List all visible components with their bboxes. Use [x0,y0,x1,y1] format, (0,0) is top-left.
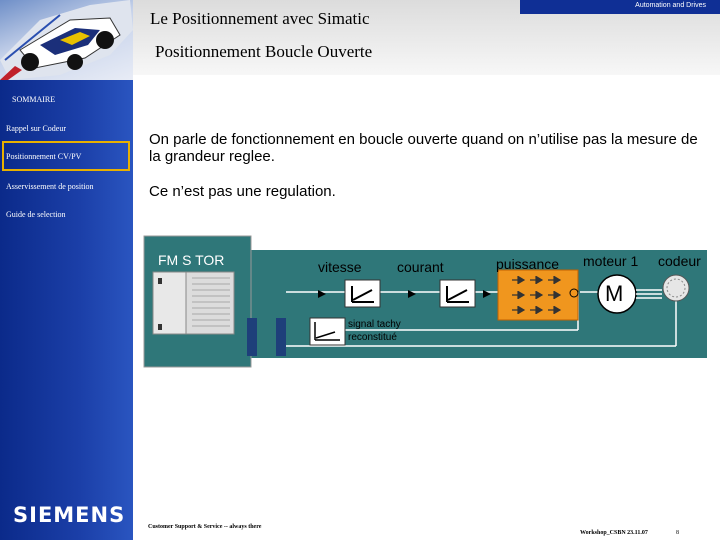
sidebar-item-asservissement[interactable]: Asservissement de position [6,182,94,191]
paragraph-regulation: Ce n’est pas une regulation. [149,183,336,200]
connector-bar-right [276,318,286,356]
page-title: Le Positionnement avec Simatic [150,9,370,28]
sidebar-item-positionnement[interactable]: Positionnement CV/PV [6,152,82,161]
sidebar-item-guide[interactable]: Guide de selection [6,210,66,219]
footer-workshop: Workshop_CSBN 23.11.07 [580,530,648,536]
sidebar-item-sommaire[interactable]: SOMMAIRE [12,95,56,104]
reconstitue-label: reconstitué [348,332,397,343]
puissance-label: puissance [496,256,560,272]
codeur-label: codeur [658,253,701,269]
fm-module-terminals [186,272,234,334]
footer-support: Customer Support & Service -- always there [148,524,262,530]
top-strip-label: Automation and Drives [635,2,706,9]
fm-module-face [153,272,186,334]
connector-bar-left [247,318,257,356]
page-number: 8 [676,530,679,536]
courant-label: courant [397,259,444,275]
siemens-logo: SIEMENS [13,503,126,527]
motor-symbol: M [605,281,624,306]
paragraph-boucle-ouverte: On parle de fonctionnement en boucle ouverte quand on n’utilise pas la mesure de la grandeur reglee. [149,131,698,165]
vitesse-label: vitesse [318,259,362,275]
moteur-label: moteur 1 [583,253,639,269]
fm-label: FM S TOR [158,252,225,268]
signal-tachy-label: signal tachy [348,319,401,330]
sidebar-item-rappel-codeur[interactable]: Rappel sur Codeur [6,124,66,133]
page-subtitle: Positionnement Boucle Ouverte [155,42,373,61]
